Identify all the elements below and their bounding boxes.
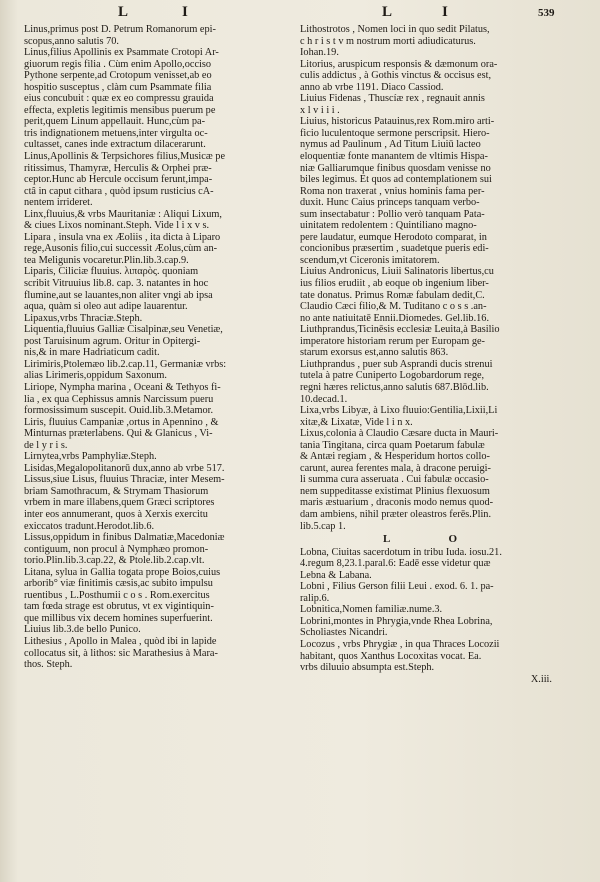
entry-line: Locozus , vrbs Phrygiæ , in qua Thraces Locozii [300,638,500,650]
right-column [300,24,568,685]
entry-line: biles legimus. Et quos ad contemplationem sui [300,174,492,186]
entry-line: Liquentia,fluuius Galliæ Cisalpinæ,seu Venetiæ, [24,324,223,336]
dictionary-entry [300,266,568,324]
entry-line: concionibus præsertim , suadetque pueris edi- [300,243,489,255]
entry-line: xitæ,& Lixatæ, Vide l i n x. [300,416,413,428]
entry-line: regni hæres relictus,anno salutis 687.Blōd.lib. [300,381,489,393]
entry-line: inter eos annumerant, quos à Xerxis exercitu [24,508,208,520]
entry-line: no ante natiuitatē Ennii.Diomedes. Gel.lib.16. [300,312,490,324]
dictionary-entry [24,266,292,312]
entry-line: Liparis, Ciliciæ fluuius. λιπαρὸς. quoniam [24,266,199,278]
entry-line: perit,quem Linum appellauit. Hunc,cùm pa- [24,116,205,128]
running-header [0,4,600,24]
entry-line: nentem irrideret. [24,197,93,209]
entry-line: nis,& in mare Hadriaticum cadit. [24,347,160,359]
entry-line: Liuius lib.3.de bello Punico. [24,624,141,636]
entry-line: Iohan.19. [300,47,339,59]
dictionary-entry [24,324,292,359]
entry-line: flumine,aut se lauantes,non aliter vngi ab ipsa [24,289,213,301]
entry-line: 4.regum 8,23.1.paral.6: Eadē esse videtur quæ [300,558,491,570]
entry-line: Linus,primus post D. Petrum Romanorum epi- [24,24,216,35]
entry-line: ruentibus , L.Posthumii c o s . Rom.exercitus [24,589,210,601]
entry-line: lia , ex qua Cephissus amnis Narcissum pueru [24,393,214,405]
entry-line: Lirnytea,vrbs Pamphyliæ.Steph. [24,451,157,463]
entry-line: uinitatem redolentem : Quintiliano magno- [300,220,477,232]
dictionary-entry [24,24,292,47]
entry-line: post Taruisinum agrum. Oritur in Opitergi- [24,335,201,347]
header-letter-left-1: L [118,4,133,20]
dictionary-entry [24,451,292,463]
entry-line: x l v i i i . [300,104,340,116]
entry-line: 10.decad.1. [300,393,348,405]
entry-line: formosissimum suscepit. Ouid.lib.3.Metamor. [24,405,214,417]
entry-line: tutela à patre Cuniperto Logobardorum rege, [300,370,485,382]
entry-line: Liriope, Nympha marina , Oceani & Tethyos fi- [24,381,221,393]
dictionary-entry [24,532,292,567]
entry-line: Pythone serpente,ad Crotopum venisset,ab eo [24,70,212,82]
dictionary-entry [300,24,568,59]
entry-line: de l y r i s. [24,439,68,451]
dictionary-entry [24,567,292,636]
entry-line: anno ab vrbe 1191. Diaco Cassiod. [300,81,444,93]
entry-line: li summa cura asseruata . Cui fabulæ occasio- [300,474,489,486]
dictionary-entry [300,59,568,94]
entry-line: starum exorsus est,anno salutis 863. [300,347,449,359]
entry-line: contiguum, non procul à Nymphæo promon- [24,543,209,555]
entry-line: tania Tingitana, circa quam Poetarum fabulæ [300,439,485,451]
entry-line: ralip.6. [300,592,330,604]
entry-line: vrbs diluuio absumpta est.Steph. [300,662,435,674]
entry-line: Litorius, aruspicum responsis & dæmonum ora- [300,58,498,70]
entry-line: ius filios erudiit , ab eoque ob ingenium liber- [300,278,489,290]
entry-line: cultasset, canes inde extractum dilacerarunt. [24,139,206,151]
dictionary-entry [300,405,568,428]
entry-line: effecta, expletis legitimis mensibus puerum pe [24,104,216,116]
dictionary-entry [300,604,568,616]
entry-line: exiccatos tradunt.Herodot.lib.6. [24,520,155,532]
entry-line: Lipara , insula vna ex Æoliis , ita dicta à Liparo [24,231,221,243]
dictionary-entry [300,581,568,604]
entry-line: Lissus,siue Lisus, fluuius Thraciæ, inter Mesem- [24,474,225,486]
dictionary-entry [24,474,292,532]
entry-line: & Antæi regiam , & Hesperidum hortos collo- [300,451,490,463]
right-column-entries-li [300,24,568,532]
entry-line: c h r i s t v m nostrum morti adiudicaturus. [300,35,476,47]
entry-line: Lobnitica,Nomen familiæ.nume.3. [300,604,443,616]
entry-line: culis addictus , à Gothis vinctus & occisus est, [300,70,492,82]
header-letter-right-2: I [442,4,452,20]
entry-line: aqua, quàm si oleo aut adipe lauarentur. [24,301,188,313]
page-number: 539 [538,7,555,19]
entry-line: Lirimiris,Ptolemæo lib.2.cap.11, Germaniæ vrbs: [24,358,227,370]
dictionary-entry [24,382,292,417]
dictionary-entry [24,463,292,475]
entry-line: Lixa,vrbs Libyæ, à Lixo fluuio:Gentilia,Lixii,Li [300,405,498,417]
entry-line: tea Meligunis vocaretur.Plin.lib.3.cap.9. [24,254,189,266]
entry-line: duxit. Hunc Caius princeps tanquam verbo- [300,197,480,209]
entry-line: scendum,vt Ciceronis imitatorem. [300,254,440,266]
entry-line: giuorum regis filia . Cùm enim Apollo,occiso [24,58,212,70]
dictionary-entry [24,636,292,671]
entry-line: torio.Plin.lib.3.cap.22, & Ptole.lib.2.cap.vlt. [24,555,205,567]
dictionary-entry [300,547,568,582]
entry-line: lib.5.cap 1. [300,520,346,532]
catchword: X.iii. [530,673,552,685]
dictionary-entry [24,209,292,232]
entry-line: Lithesius , Apollo in Malea , quòd ibi in lapide [24,635,217,647]
dictionary-entry [300,116,568,266]
entry-line: tate donatus. Primus Romæ fabulam dedit,C. [300,289,485,301]
entry-line: Lobni , Filius Gerson filii Leui . exod. 6. 1. pa- [300,581,494,593]
entry-line: ctâ in caput cithara , quòd ipsum rusticius cA- [24,185,214,197]
dictionary-entry [24,232,292,267]
entry-line: pere laudatur, eumque Herodoto comparat, in [300,231,487,243]
entry-line: vrbem in mare illabens,quem Græci scriptores [24,497,215,509]
entry-line: nem suppeditasse existimat Plinius flexuosum [300,485,490,497]
entry-line: thos. Steph. [24,659,73,671]
entry-line: Lixus,colonia à Claudio Cæsare ducta in Mauri- [300,428,499,440]
entry-line: eius concubuit : quæ ex eo compressu grauida [24,93,214,105]
section-heading-lo: L O [382,533,486,546]
entry-line: Litana, sylua in Gallia togata prope Boios,cuius [24,566,221,578]
dictionary-entry [24,359,292,382]
entry-line: rege,Ausonis filio,cui successit Æolus,cùm an- [24,243,218,255]
dictionary-entry [24,47,292,151]
entry-line: Roma non traxerat , vnius hominis fama per- [300,185,485,197]
entry-line: ficio luculentoque sermone perscripsit. Hiero- [300,127,490,139]
entry-line: tam fœda strage est obrutus, vt ex vigintiquin- [24,601,214,613]
entry-line: Scholiastes Nicandri. [300,627,388,639]
entry-line: imperatore historiam rerum per Europam ge- [300,335,485,347]
entry-line: & ciues Lixos nominant.Steph. Vide l i x v s. [24,220,210,232]
entry-line: briam Samothracum, & Strymam Thasiorum [24,485,209,497]
entry-line: Lipaxus,vrbs Thraciæ.Steph. [24,312,143,324]
entry-line: maris æstuarium , draconis modo nemus quod- [300,497,494,509]
dictionary-entry [300,324,568,359]
entry-line: eloquentiæ fonte manantem de vltimis Hispa- [300,151,488,163]
entry-line: habitant, quos Xanthus Locoxitas vocat. Ea. [300,650,482,662]
entry-line: Lebna & Labana. [300,569,372,581]
entry-line: Lisidas,Megalopolitanorū dux,anno ab vrbe 517. [24,462,225,474]
entry-line: que millibus vix decem homines superfuerint. [24,612,213,624]
entry-line: ceptor.Hunc ab Hercule occisum ferunt,impa- [24,174,213,186]
entry-line: Liuthprandus , puer sub Asprandi ducis strenui [300,358,493,370]
dictionary-entry [300,639,568,674]
entry-line: Liuius Fidenas , Thuscíæ rex , regnauit annis [300,93,485,105]
entry-line: dam ambiens, nihil præter oleastros ferēs.Plin. [300,508,492,520]
entry-line: Liuius Andronicus, Liuii Salinatoris libertus,cu [300,266,494,278]
entry-line: Linus,filius Apollinis ex Psammate Crotopi Ar- [24,47,219,59]
dictionary-entry [300,93,568,116]
entry-line: Linx,fluuius,& vrbs Mauritaniæ : Aliqui Lixum, [24,208,222,220]
entry-line: tris indignationem metuens,inter virgulta oc- [24,127,208,139]
entry-line: niæ Galliarumque finibus quosdam venisse no [300,162,491,174]
entry-line: alias Lirimeris,oppidum Saxonum. [24,370,167,382]
entry-line: nymus ad Paulinum , Ad Titum Liuiū lacteo [300,139,481,151]
right-column-entries-lo [300,547,568,674]
header-letter-left-2: I [182,4,192,20]
entry-line: Linus,Apollinis & Terpsichores filius,Musicæ pe [24,151,226,163]
left-column [24,24,292,671]
entry-line: Liuius, historicus Patauinus,rex Rom.miro arti- [300,116,495,128]
entry-line: carunt, aurea ferentes mala, à dracone peruigi- [300,462,491,474]
entry-line: collocatus sit, à lithos: sic Marathesius à Mara- [24,647,218,659]
entry-line: arborib° viæ finitimis cæsis,ac subito impulsu [24,578,213,590]
header-letter-right-1: L [382,4,397,20]
entry-line: hospitio susceptus , clàm cum Psammate filia [24,81,212,93]
dictionary-entry [24,313,292,325]
entry-line: Lobrini,montes in Phrygia,vnde Rhea Lobrina, [300,615,493,627]
entry-line: ritissimus, Thamyræ, Herculis & Orphei præ- [24,162,212,174]
dictionary-entry [300,359,568,405]
entry-line: Liuthprandus,Ticinēsis ecclesiæ Leuita,à Basilio [300,324,500,336]
entry-line: Minturnas præterlabens. Qui & Glanicus , Vi- [24,428,213,440]
entry-line: scopus,anno salutis 70. [24,35,119,47]
entry-line: Liris, fluuius Campaniæ ,ortus in Apennino , & [24,416,219,428]
entry-line: Lithostrotos , Nomen loci in quo sedit Pilatus, [300,24,490,35]
entry-line: Claudio Cæci filio,& M. Tuditano c o s s .an- [300,301,487,313]
entry-line: sum insectabatur : Pollio verò tanquam Pata- [300,208,485,220]
dictionary-entry [300,616,568,639]
dictionary-entry [24,151,292,209]
entry-line: Lobna, Ciuitas sacerdotum in tribu Iuda. iosu.21. [300,546,502,558]
entry-line: scribit Vitruuius lib.8. cap. 3. natantes in hoc [24,278,209,290]
dictionary-entry [300,428,568,532]
entry-line: Lissus,oppidum in finibus Dalmatiæ,Macedoniæ [24,532,225,544]
dictionary-entry [24,417,292,452]
